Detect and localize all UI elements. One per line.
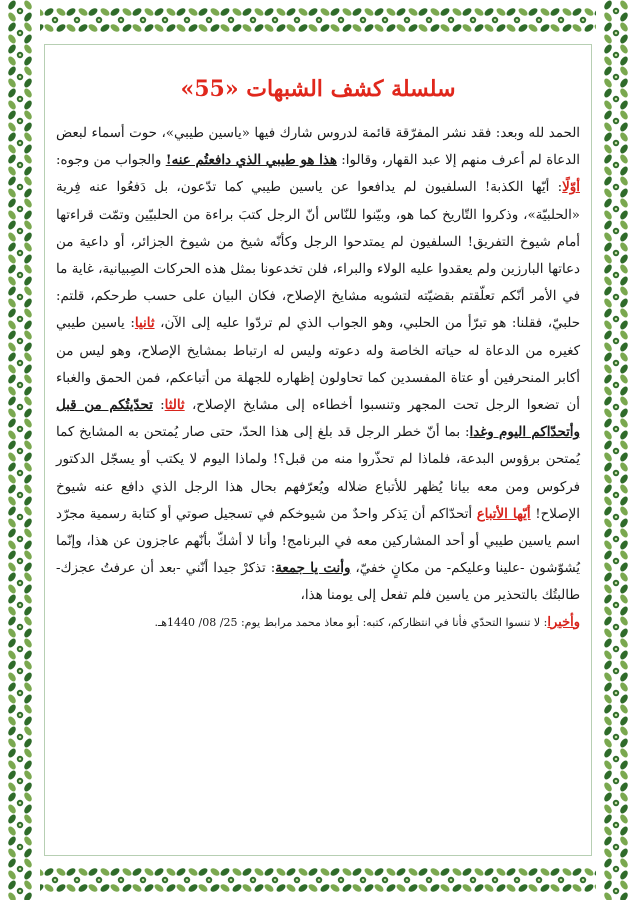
point-second-text: : ياسين طيبي كغيره من الدعاة له حياته الخاصة وله دعوته وليس له ارتباط بمشايخ الإصلاح، وهو ليس من أكابر المنحرفين أو عتاة المفسدين كما تحاولون إظهاره للجهلة من أتباعكم، فمن الحمق والغباء أن تضعوا الرجل تحت المجهر وتنسبوا أخطاءه إلى مشايخ الإصلاح، bbox=[56, 316, 580, 414]
point-third-text: : بما أنّ خطر الرجل قد بلغ إلى هذا الحدّ، حتى صار يُمتحن به المشايخ كما يُمتحن برؤوس البدعة، فلماذا لم تحذّروا منه من قبل؟! ولماذا اليوم لا يكتب أو يسجّل الدكتور فركوس ومن معه بيانا يُظهر للأتباع ضلاله ويُعرّفهم بحال هذا الرجل الذي دافع عنه شيوخ الإصلاح! bbox=[56, 425, 580, 522]
followers-label: أيّها الأتباع bbox=[476, 505, 531, 522]
leaf-vine-border-right bbox=[596, 0, 636, 900]
leaf-vine-border-bottom bbox=[0, 860, 636, 900]
claim-quote: هذا هو طيبي الذي دافعتُم عنه! bbox=[165, 152, 337, 169]
leaf-vine-border-top bbox=[0, 0, 636, 40]
document-content bbox=[56, 70, 580, 840]
point-second-label: ثانيا bbox=[134, 315, 155, 332]
jumaa-label: وأنت يا جمعة bbox=[275, 560, 351, 577]
jumaa-text: : تذكرْ جيدا أنّني -بعد أن عرفتُ عجزك- طالبتُك بالتحذير من ياسين فلم تفعل إلى يومنا هذا، bbox=[56, 561, 580, 604]
page-title: سلسلة كشف الشبهات «55» bbox=[180, 76, 456, 102]
finally-label: وأخيرا bbox=[547, 614, 580, 630]
leaf-vine-border-left bbox=[0, 0, 40, 900]
point-first-text: : أيّها الكذبة! السلفيون لم يدافعوا عن ياسين طيبي كما تدّعون، بل دَفعُوا عنه فِرية «الحلبيّة»، وذكروا التّاريخ كما هو، وبيّنوا للنّاس أنّ الرجل كتبَ براءة من الحلبيّين وتمّت قراءتها أمام شيوخ التفريق! السلفيون لم يمتدحوا الرجل وكأنّه شيخ من شيوخ الجزائر، أو داعية من دعاتها البارزين ولم يعقدوا عليه الولاء والبراء، فلن تخدعونا بمثل هذه الحركات الصِبيانية، غاية ما في الأمر أنّكم تعلّقتم بقضيّته لتشويه مشايخ الإصلاح، فكان البيان على حسب طرحكم، قلتم: حلبيّ، فقلنا: هو تبرّأ من الحلبي، وهو الجواب الذي لم تردّوا عليه إلى الآن، bbox=[56, 180, 580, 332]
closing-line bbox=[56, 612, 580, 634]
answer-intro: والجواب من وجوه: bbox=[56, 153, 166, 169]
intro-text: الحمد لله وبعد: فقد نشر المفرّقة قائمة لدروس شارك فيها «ياسين طيبي»، حوت أسماء لبعض الدعاة لم أعرف منهم إلا عبد القهار، وقالوا: bbox=[56, 126, 580, 169]
followers-text: أتحدّاكم أن يَذكر واحدٌ من شيوخكم في تسجيل صوتي أو كتابة رسمية مجرّد اسم ياسين طيبي أو أحد المشاركين معه في البرنامج! وأنا لا أشكّ بأنّهم عاجزون عن هذا، وإنّما يُشوّشون -علينا وعليكم- من مكانٍ خفيّ، bbox=[56, 506, 580, 577]
point-first-label: أوّلًا bbox=[562, 179, 580, 196]
point-third-colon: : bbox=[152, 398, 165, 414]
body-text bbox=[56, 120, 580, 610]
closing-text: : لا تنسوا التحدّي فأنا في انتظاركم، كتبه: أبو معاذ محمد مرابط يوم: 25/ 08/ 1440هـ. bbox=[154, 615, 548, 629]
point-third-label: ثالثا bbox=[164, 397, 185, 414]
challenge-phrase: تحدّيتُكم من قبل وأتحدّاكم اليوم وغدا bbox=[56, 397, 580, 441]
